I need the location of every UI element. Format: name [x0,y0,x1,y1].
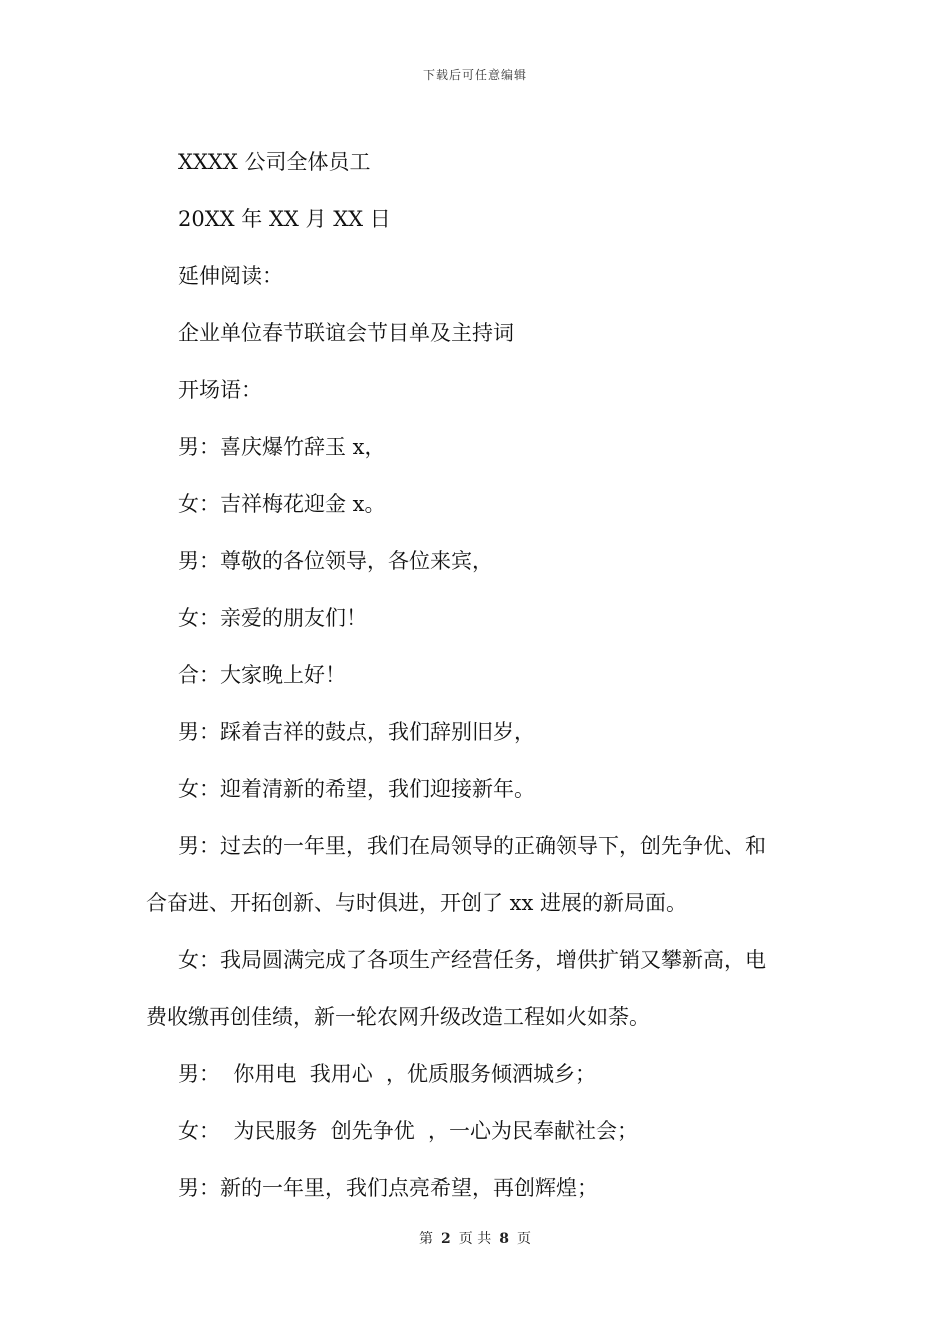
paragraph: 开场语： [178,378,262,402]
paragraph: 男： 你用电 我用心 ，优质服务倾洒城乡； [178,1062,597,1086]
paragraph: 合：大家晚上好！ [178,663,346,687]
footer-suffix: 页 [516,1231,531,1247]
total-page-number: 8 [499,1231,509,1247]
paragraph: 延伸阅读： [178,264,283,288]
document-body [146,134,810,1217]
current-page-number: 2 [441,1231,451,1247]
paragraph: 女：亲爱的朋友们！ [178,606,367,630]
paragraph: 男：喜庆爆竹辞玉 x， [178,435,386,459]
paragraph: 费收缴再创佳绩，新一轮农网升级改造工程如火如荼。 [146,1005,650,1029]
footer-prefix: 第 [419,1231,434,1247]
paragraph: 男：踩着吉祥的鼓点，我们辞别旧岁， [178,720,535,744]
paragraph: 女：我局圆满完成了各项生产经营任务，增供扩销又攀新高，电 [178,948,766,972]
paragraph: 合奋进、开拓创新、与时俱进，开创了 xx 进展的新局面。 [146,891,688,915]
paragraph: 女：吉祥梅花迎金 x。 [178,492,386,516]
paragraph: 男：过去的一年里，我们在局领导的正确领导下，创先争优、和 [178,834,766,858]
paragraph: 男：新的一年里，我们点亮希望，再创辉煌； [178,1176,598,1200]
paragraph: 女： 为民服务 创先争优 ，一心为民奉献社会； [178,1119,639,1143]
paragraph: 女：迎着清新的希望，我们迎接新年。 [178,777,535,801]
page-header: 下载后可任意编辑 [422,68,527,82]
footer-middle: 页 共 [458,1231,492,1247]
paragraph: 男：尊敬的各位领导，各位来宾， [178,549,493,573]
paragraph: 企业单位春节联谊会节目单及主持词 [178,321,514,345]
page-footer [0,1228,950,1248]
paragraph: XXXX 公司全体员工 [178,150,371,174]
paragraph: 20XX 年 XX 月 XX 日 [178,207,391,231]
